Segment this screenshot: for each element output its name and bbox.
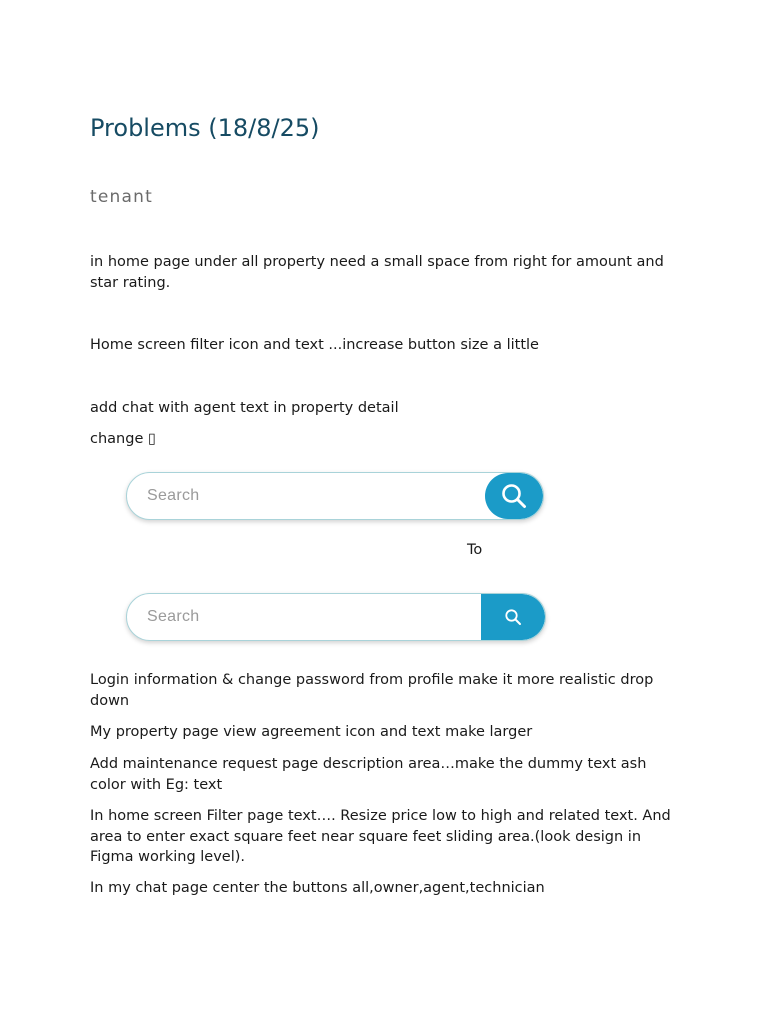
list-item: Login information & change password from profile make it more realistic drop down xyxy=(90,672,654,709)
search-placeholder: Search xyxy=(147,487,200,504)
list-item: add chat with agent text in property detail xyxy=(90,400,399,416)
list-item: Home screen filter icon and text ...increase button size a little xyxy=(90,337,539,353)
section-subtitle: tenant xyxy=(90,187,153,207)
search-bar-after[interactable] xyxy=(126,593,546,641)
search-icon xyxy=(504,608,522,626)
search-bar-before[interactable] xyxy=(126,472,544,520)
list-item: Add maintenance request page description area…make the dummy text ash color with Eg: text xyxy=(90,756,647,793)
to-label: To xyxy=(467,542,483,558)
search-button[interactable] xyxy=(485,473,543,519)
search-icon xyxy=(500,482,528,510)
list-item: In home screen Filter page text…. Resize price low to high and related text. And area to enter exact square feet near square feet sliding area.(look design in Figma working level). xyxy=(90,808,671,865)
search-button[interactable] xyxy=(481,594,545,640)
list-item: My property page view agreement icon and text make larger xyxy=(90,724,533,740)
page-title: Problems (18/8/25) xyxy=(90,114,320,142)
list-item: change ▯ xyxy=(90,431,156,447)
search-placeholder: Search xyxy=(147,608,200,625)
list-item: in home page under all property need a small space from right for amount and star rating. xyxy=(90,254,664,291)
list-item: In my chat page center the buttons all,owner,agent,technician xyxy=(90,880,545,896)
